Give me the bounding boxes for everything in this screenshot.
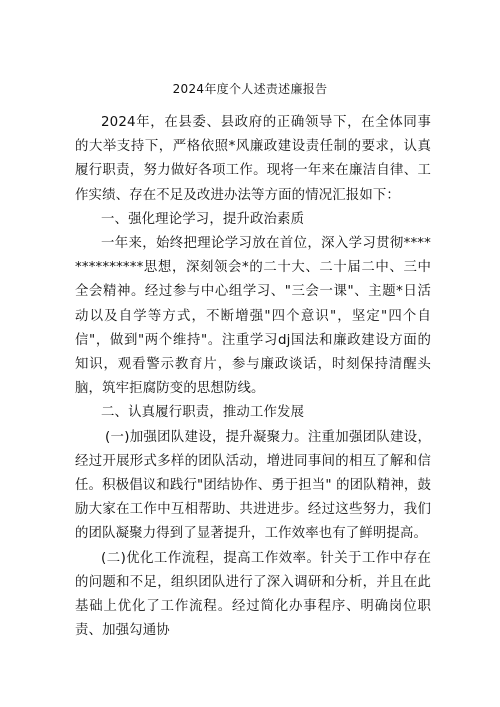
heading-section-1: 一、强化理论学习，提升政治素质 <box>101 211 305 227</box>
heading-section-2: 二、认真履行职责，推动工作发展 <box>101 405 305 421</box>
paragraph-section-1: 一年来，始终把理论学习放在首位，深入学习贯彻**************思想，深刻领会*的二十大、二十届二中、三中全会精神。经过参与中心组学习、"三会一课"、主题*日活动以及自学等方式，不断增强"四个意识"，坚定"四个自信"，做到"两个维持"。注重学习dj国法和廉政建设方面的知识，观看警示教育片，参与廉政谈话，时刻保持清醒头脑，筑牢拒腐防变的思想防线。 <box>75 236 431 397</box>
paragraph-subsection-1: (一)加强团队建设，提升凝聚力。注重加强团队建设，经过开展形式多样的团队活动，增进同事间的相互了解和信任。积极倡议和践行"团结协作、勇于担当" 的团队精神，鼓励大家在工作中互相帮助、共进进步。经过这些努力，我们的团队凝聚力得到了显著提升，工作效率也有了鲜明提高。 <box>75 429 431 542</box>
paragraph-intro: 2024年，在县委、县政府的正确领导下，在全体同事的大举支持下，严格依照*风廉政建设责任制的要求，认真履行职责，努力做好各项工作。现将一年来在廉洁自律、工作实绩、存在不足及改进办法等方面的情况汇报如下： <box>75 115 431 203</box>
document-body <box>75 111 431 643</box>
paragraph-subsection-2: (二)优化工作流程，提高工作效率。针关于工作中存在的问题和不足，组织团队进行了深入调研和分析，并且在此基础上优化了工作流程。经过简化办事程序、明确岗位职责、加强勾通协 <box>75 550 431 639</box>
document-title: 2024年度个人述责述廉报告 <box>172 82 328 96</box>
